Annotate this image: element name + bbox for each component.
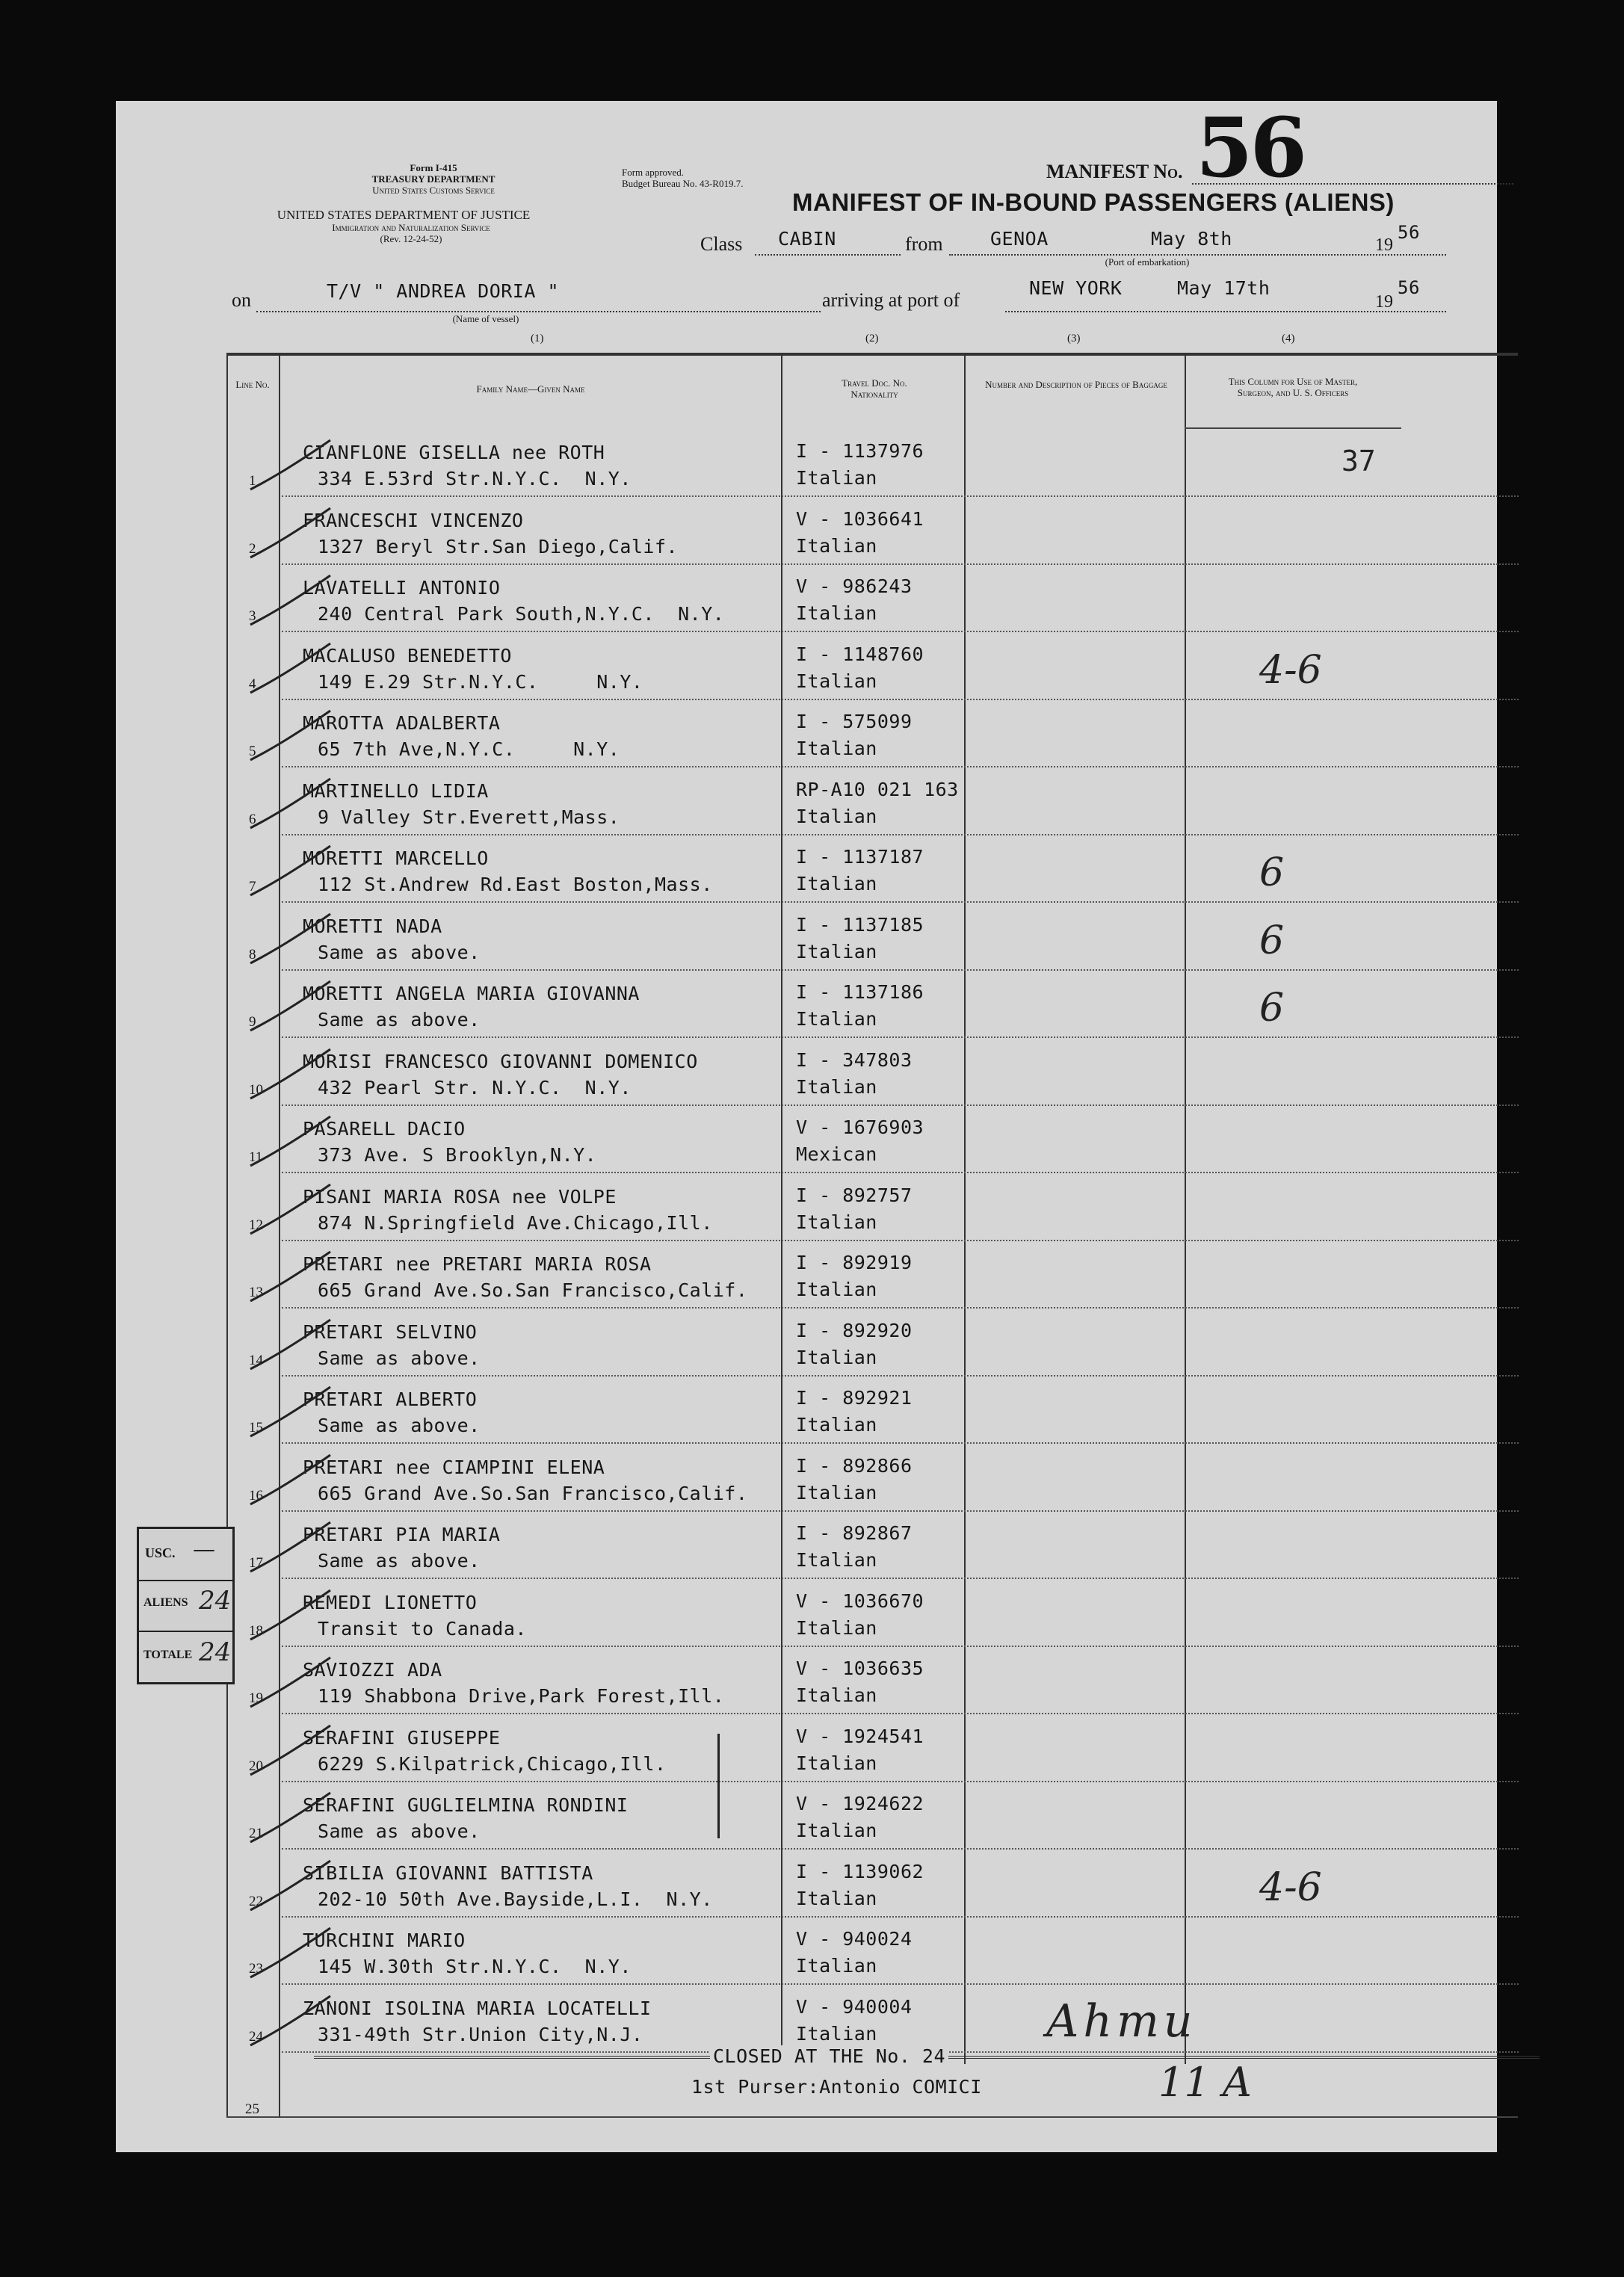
- line-number: 12: [249, 1217, 263, 1233]
- check-mark: [247, 1790, 336, 1850]
- table-row: [116, 768, 1497, 835]
- table-row: [116, 971, 1497, 1038]
- passenger-name: LAVATELLI ANTONIO: [303, 577, 501, 599]
- passenger-name: PASARELL DACIO: [303, 1118, 466, 1140]
- travel-doc-number: V - 940024: [796, 1928, 913, 1950]
- manifest-title: MANIFEST OF IN-BOUND PASSENGERS (ALIENS): [792, 188, 1395, 216]
- travel-doc-number: I - 892866: [796, 1454, 913, 1477]
- check-mark: [247, 1519, 336, 1579]
- ins-service: Immigration and Naturalization Service: [332, 222, 490, 233]
- nationality: Italian: [796, 1887, 877, 1909]
- passenger-address: 65 7th Ave,N.Y.C. N.Y.: [318, 738, 620, 760]
- passenger-name: PRETARI SELVINO: [303, 1320, 478, 1343]
- passenger-address: 665 Grand Ave.So.San Francisco,Calif.: [318, 1482, 748, 1504]
- nationality: Italian: [796, 1616, 877, 1639]
- passenger-name: SERAFINI GIUSEPPE: [303, 1726, 501, 1749]
- usc-label: USC.: [145, 1545, 176, 1560]
- nationality: Mexican: [796, 1143, 877, 1165]
- aliens-value: 24: [199, 1586, 232, 1616]
- nationality: Italian: [796, 1346, 877, 1368]
- usc-value: —: [193, 1536, 215, 1563]
- passenger-address: 202-10 50th Ave.Bayside,L.I. N.Y.: [318, 1888, 713, 1910]
- line-number: 22: [249, 1893, 263, 1909]
- table-row: [116, 1512, 1497, 1579]
- line-number: 21: [249, 1826, 263, 1841]
- class-label: Class: [700, 233, 743, 255]
- passenger-name: PRETARI PIA MARIA: [303, 1524, 501, 1545]
- nationality: Italian: [796, 738, 877, 759]
- nationality: Italian: [796, 2022, 877, 2045]
- table-row: [116, 565, 1497, 632]
- officer-signature: Ahmu: [1046, 1995, 1197, 2048]
- line-number: 24: [249, 2028, 263, 2045]
- line-number: 19: [249, 1690, 263, 1706]
- treasury-dept: TREASURY DEPARTMENT: [371, 173, 495, 185]
- travel-doc-number: I - 892920: [796, 1319, 913, 1341]
- col-header-baggage: Number and Description of Pieces of Baggage: [985, 379, 1167, 390]
- nationality: Italian: [796, 805, 877, 827]
- table-row: [116, 1241, 1497, 1309]
- check-mark: [247, 1046, 336, 1106]
- officer-mark: 6: [1259, 850, 1285, 895]
- check-mark: [247, 1858, 336, 1918]
- passenger-name: MORETTI ANGELA MARIA GIOVANNA: [303, 983, 640, 1004]
- officer-mark: 4-6: [1259, 1864, 1322, 1910]
- passenger-name: TURCHINI MARIO: [303, 1930, 466, 1951]
- from-label: from: [905, 233, 943, 255]
- travel-doc-number: V - 1036641: [796, 507, 924, 530]
- travel-doc-number: V - 986243: [796, 575, 913, 597]
- passenger-address: 6229 S.Kilpatrick,Chicago,Ill.: [318, 1752, 667, 1775]
- nationality: Italian: [796, 1684, 877, 1706]
- line-number: 3: [249, 608, 256, 624]
- table-row: [116, 1106, 1497, 1173]
- passenger-name: PRETARI nee PRETARI MARIA ROSA: [303, 1253, 652, 1275]
- line-number: 10: [249, 1081, 263, 1098]
- passenger-address: Same as above.: [318, 1009, 481, 1031]
- table-row: [116, 1715, 1497, 1782]
- line-number: 1: [249, 473, 256, 489]
- budget-bureau: Budget Bureau No. 43-R019.7.: [622, 178, 744, 189]
- col-header-line-no: Line No.: [235, 379, 270, 390]
- travel-doc-number: I - 575099: [796, 711, 913, 732]
- passenger-address: 373 Ave. S Brooklyn,N.Y.: [318, 1144, 597, 1166]
- passenger-name: MACALUSO BENEDETTO: [303, 644, 512, 667]
- passenger-name: SIBILIA GIOVANNI BATTISTA: [303, 1862, 593, 1884]
- table-row: [116, 1445, 1497, 1512]
- officer-mark: 6: [1259, 986, 1285, 1031]
- table-row: [116, 1039, 1497, 1106]
- travel-doc-number: V - 940004: [796, 1995, 913, 2018]
- passenger-address: 149 E.29 Str.N.Y.C. N.Y.: [318, 670, 643, 693]
- passenger-address: 1327 Beryl Str.San Diego,Calif.: [318, 535, 679, 557]
- depart-year: 56: [1398, 222, 1420, 243]
- closed-note: CLOSED AT THE No. 24: [710, 2045, 948, 2067]
- on-label: on: [232, 289, 251, 311]
- line-25: 25: [245, 2101, 259, 2117]
- passenger-address: Transit to Canada.: [318, 1617, 527, 1640]
- passenger-address: 240 Central Park South,N.Y.C. N.Y.: [318, 603, 725, 625]
- line-number: 18: [249, 1622, 263, 1639]
- check-mark: [247, 776, 336, 835]
- travel-doc-number: I - 1137186: [796, 981, 924, 1003]
- passenger-address: Same as above.: [318, 1550, 481, 1572]
- nationality: Italian: [796, 1481, 877, 1504]
- passenger-address: Same as above.: [318, 941, 481, 963]
- revision: (Rev. 12-24-52): [380, 233, 442, 244]
- nationality: Italian: [796, 467, 877, 489]
- nationality: Italian: [796, 534, 877, 557]
- manifest-number: 56: [1196, 99, 1305, 196]
- passenger-name: CIANFLONE GISELLA nee ROTH: [303, 442, 605, 463]
- officer-mark: 4-6: [1259, 647, 1322, 693]
- check-mark: [247, 1317, 336, 1377]
- check-mark: [247, 708, 336, 767]
- travel-doc-number: V - 1036670: [796, 1589, 924, 1612]
- travel-doc-number: I - 892757: [796, 1184, 913, 1206]
- table-row: [116, 1309, 1497, 1377]
- passenger-address: 9 Valley Str.Everett,Mass.: [318, 806, 620, 828]
- total-label: TOTALE: [143, 1649, 193, 1661]
- passenger-address: Same as above.: [318, 1415, 481, 1436]
- passenger-name: MORETTI NADA: [303, 915, 442, 937]
- check-mark: [247, 505, 336, 565]
- arrival-port: NEW YORK: [1029, 277, 1123, 299]
- line-number: 15: [249, 1420, 263, 1436]
- manifest-page: [116, 101, 1497, 2152]
- line-number: 20: [249, 1758, 263, 1774]
- vessel-name: T/V " ANDREA DORIA ": [327, 280, 560, 302]
- manifest-label: MANIFEST No.: [1046, 161, 1183, 182]
- table-row: [116, 835, 1497, 903]
- line-number: 23: [249, 1961, 263, 1977]
- travel-doc-number: V - 1924541: [796, 1725, 924, 1747]
- year-prefix: 19: [1375, 235, 1393, 255]
- line-number: 6: [249, 811, 256, 827]
- passenger-name: MORISI FRANCESCO GIOVANNI DOMENICO: [303, 1050, 698, 1072]
- passenger-name: ZANONI ISOLINA MARIA LOCATELLI: [303, 1997, 652, 2019]
- form-approved: Form approved.: [622, 167, 685, 178]
- nationality: Italian: [796, 602, 877, 624]
- travel-doc-number: V - 1924622: [796, 1793, 924, 1814]
- nationality: Italian: [796, 1279, 877, 1300]
- check-mark: [247, 1384, 336, 1444]
- check-mark: [247, 1452, 336, 1512]
- handwritten-note: 11 A: [1158, 2059, 1252, 2106]
- nationality: Italian: [796, 873, 877, 895]
- travel-doc-number: I - 892921: [796, 1387, 913, 1409]
- nationality: Italian: [796, 1752, 877, 1774]
- table-row: [116, 430, 1497, 497]
- travel-doc-number: I - 1137185: [796, 913, 924, 936]
- passenger-name: FRANCESCHI VINCENZO: [303, 509, 524, 531]
- arriving-label: arriving at port of: [822, 289, 960, 311]
- justice-dept: UNITED STATES DEPARTMENT OF JUSTICE: [277, 208, 531, 222]
- check-mark: [247, 978, 336, 1038]
- travel-doc-number: I - 1137187: [796, 846, 924, 868]
- line-number: 9: [249, 1014, 256, 1030]
- passenger-address: 432 Pearl Str. N.Y.C. N.Y.: [318, 1076, 632, 1099]
- travel-doc-number: V - 1036635: [796, 1657, 924, 1679]
- table-row: [116, 700, 1497, 767]
- table-row: [116, 498, 1497, 565]
- passenger-name: MARTINELLO LIDIA: [303, 779, 489, 802]
- check-mark: [247, 1723, 336, 1782]
- nationality: Italian: [796, 940, 877, 963]
- table-row: [116, 1174, 1497, 1241]
- from-port: GENOA: [990, 228, 1049, 250]
- line-number: 11: [249, 1149, 263, 1165]
- year-prefix-2: 19: [1375, 292, 1393, 312]
- check-mark: [247, 437, 336, 497]
- line-number: 16: [249, 1487, 263, 1504]
- depart-date: May 8th: [1151, 228, 1232, 250]
- nationality: Italian: [796, 1008, 877, 1030]
- nationality: Italian: [796, 1075, 877, 1098]
- passenger-address: Same as above.: [318, 1820, 481, 1842]
- line-number: 7: [249, 879, 256, 895]
- arrival-year: 56: [1398, 277, 1420, 298]
- table-row: [116, 1918, 1497, 1985]
- officer-mark: 6: [1259, 918, 1285, 963]
- travel-doc-number: I - 892867: [796, 1522, 913, 1544]
- nationality: Italian: [796, 1549, 877, 1571]
- alien-tally-stamp: [137, 1527, 235, 1684]
- passenger-address: 334 E.53rd Str.N.Y.C. N.Y.: [318, 468, 632, 489]
- passenger-name: PRETARI ALBERTO: [303, 1388, 478, 1410]
- arrival-date: May 17th: [1177, 277, 1271, 299]
- check-mark: [247, 1925, 336, 1985]
- customs-service: United States Customs Service: [372, 185, 495, 196]
- line-number: 8: [249, 946, 256, 963]
- table-row: [116, 1580, 1497, 1647]
- passenger-address: 331-49th Str.Union City,N.J.: [318, 2023, 643, 2045]
- col-num-2: (2): [865, 333, 879, 345]
- check-mark: [247, 1587, 336, 1647]
- aliens-label: ALIENS: [143, 1596, 188, 1609]
- officer-mark: 37: [1342, 445, 1376, 478]
- col-num-3: (3): [1067, 333, 1081, 345]
- check-mark: [247, 911, 336, 971]
- line-number: 2: [249, 540, 256, 557]
- col-num-1: (1): [531, 333, 544, 345]
- purser: 1st Purser:Antonio COMICI: [691, 2076, 982, 2098]
- table-row: [116, 1782, 1497, 1850]
- passenger-name: MAROTTA ADALBERTA: [303, 712, 501, 734]
- col-header-doc: Travel Doc. No. Nationality: [842, 377, 907, 400]
- passenger-address: Same as above.: [318, 1347, 481, 1369]
- travel-doc-number: RP-A10 021 163: [796, 778, 959, 800]
- class-value: CABIN: [778, 228, 836, 250]
- travel-doc-number: I - 892919: [796, 1252, 913, 1273]
- passenger-address: 874 N.Springfield Ave.Chicago,Ill.: [318, 1211, 713, 1234]
- col-num-4: (4): [1282, 333, 1295, 345]
- check-mark: [247, 572, 336, 632]
- table-row: [116, 633, 1497, 700]
- check-mark: [247, 1181, 336, 1241]
- vessel-caption: (Name of vessel): [452, 313, 519, 324]
- line-number: 4: [249, 676, 256, 692]
- passenger-name: REMEDI LIONETTO: [303, 1591, 478, 1613]
- passenger-name: SAVIOZZI ADA: [303, 1659, 442, 1681]
- nationality: Italian: [796, 1414, 877, 1436]
- nationality: Italian: [796, 1955, 877, 1977]
- travel-doc-number: I - 1148760: [796, 643, 924, 665]
- passenger-address: 119 Shabbona Drive,Park Forest,Ill.: [318, 1685, 725, 1707]
- passenger-address: 112 St.Andrew Rd.East Boston,Mass.: [318, 874, 713, 895]
- line-number: 14: [249, 1352, 263, 1368]
- total-value: 24: [199, 1637, 232, 1667]
- passenger-address: 145 W.30th Str.N.Y.C. N.Y.: [318, 1956, 632, 1977]
- table-row: [116, 1647, 1497, 1714]
- check-mark: [247, 1113, 336, 1173]
- table-row: [116, 1986, 1497, 2053]
- passenger-name: PRETARI nee CIAMPINI ELENA: [303, 1456, 605, 1478]
- check-mark: [247, 1993, 336, 2053]
- table-row: [116, 903, 1497, 971]
- check-mark: [247, 843, 336, 903]
- travel-doc-number: I - 1137976: [796, 440, 924, 462]
- line-number: 5: [249, 744, 256, 759]
- passenger-name: SERAFINI GUGLIELMINA RONDINI: [303, 1794, 629, 1816]
- passenger-name: MORETTI MARCELLO: [303, 847, 489, 869]
- travel-doc-number: I - 347803: [796, 1048, 913, 1071]
- line-number: 17: [249, 1555, 263, 1571]
- table-row: [116, 1850, 1497, 1918]
- travel-doc-number: I - 1139062: [796, 1860, 924, 1882]
- check-mark: [247, 1249, 336, 1309]
- line-number: 13: [249, 1285, 263, 1300]
- passenger-address: 665 Grand Ave.So.San Francisco,Calif.: [318, 1279, 748, 1301]
- col-header-officers: This Column for Use of Master, Surgeon, and U. S. Officers: [1228, 376, 1358, 398]
- embark-caption: (Port of embarkation): [1105, 256, 1190, 268]
- travel-doc-number: V - 1676903: [796, 1116, 924, 1138]
- form-number: Form I-415: [410, 162, 457, 173]
- table-row: [116, 1377, 1497, 1444]
- passenger-name: PISANI MARIA ROSA nee VOLPE: [303, 1185, 617, 1208]
- check-mark: [247, 1655, 336, 1714]
- col-header-name: Family Name—Given Name: [476, 383, 585, 395]
- nationality: Italian: [796, 1211, 877, 1233]
- nationality: Italian: [796, 1820, 877, 1841]
- nationality: Italian: [796, 670, 877, 692]
- check-mark: [247, 640, 336, 700]
